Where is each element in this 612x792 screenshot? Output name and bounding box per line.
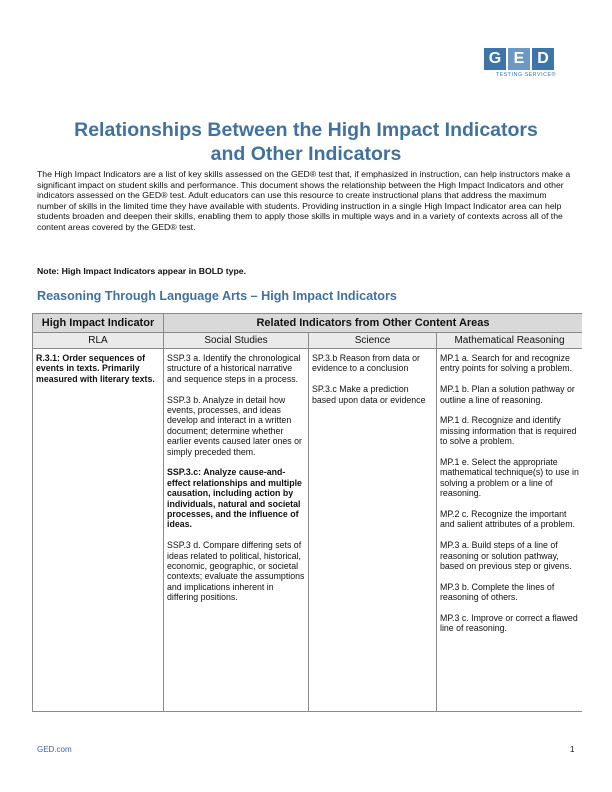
subheader-rla: RLA [33, 333, 164, 349]
cell-science [309, 349, 437, 712]
title-line-2: and Other Indicators [210, 143, 402, 165]
science-indicator: SP.3.c Make a prediction based upon data or evidence [312, 384, 426, 405]
intro-paragraph: The High Impact Indicators are a list of key skills assessed on the GED® test that, if emphasized in instruction, can help instructors make a significant impact on student skills and performance. This document shows the relationship between the High Impact Indicators and other indicators assessed on the GED® test. Adult educators can use this resource to create instructional plans that address the maximum number of skills in the limited time they have available with students. Providing instruction in a single High Impact Indicator area can help students broaden and deepen their skills, enabling them to apply those skills in multiple ways and in a variety of contexts across all of the content areas covered by the GED® test. [37, 169, 571, 232]
indicator-table [32, 313, 582, 712]
section-heading: Reasoning Through Language Arts – High Impact Indicators [37, 289, 397, 303]
subheader-science: Science [309, 333, 437, 349]
rla-indicator: R.3.1: Order sequences of events in texts. Primarily measured with literary texts. [36, 353, 155, 384]
math-indicator: MP.1 b. Plan a solution pathway or outline a line of reasoning. [440, 384, 575, 405]
science-indicator: SP.3.b Reason from data or evidence to a conclusion [312, 353, 420, 374]
logo-subtitle: TESTING SERVICE® [495, 72, 556, 78]
ged-logo [484, 48, 556, 78]
math-indicator: MP.1 e. Select the appropriate mathematical technique(s) to use in solving a problem or a line of reasoning. [440, 457, 579, 499]
logo-letter-d: D [532, 48, 554, 70]
math-indicator: MP.3 c. Improve or correct a flawed line of reasoning. [440, 613, 578, 634]
math-indicator: MP.2 c. Recognize the important and salient attributes of a problem. [440, 509, 575, 530]
cell-math [437, 349, 583, 712]
header-related: Related Indicators from Other Content Areas [164, 314, 583, 333]
math-indicator: MP.3 b. Complete the lines of reasoning of others. [440, 581, 555, 603]
logo-letter-e: E [508, 48, 530, 70]
logo-letter-g: G [484, 48, 506, 70]
ss-indicator-bold: SSP.3.c: Analyze cause-and-effect relationships and multiple causation, including action by individuals, natural and societal processes, and the influence of ideas. [167, 467, 302, 530]
bold-note: Note: High Impact Indicators appear in BOLD type. [37, 266, 247, 276]
ss-indicator: SSP.3 a. Identify the chronological structure of a historical narrative and sequence steps in a process. [167, 353, 301, 384]
page-title [0, 118, 612, 166]
indicator-table-container [32, 313, 582, 738]
ss-indicator: SSP.3 b. Analyze in detail how events, processes, and ideas develop and interact in a written document; determine whether earlier events caused later ones or simply preceded them. [167, 394, 302, 457]
subheader-math: Mathematical Reasoning [437, 333, 583, 349]
title-line-1: Relationships Between the High Impact Indicators [74, 119, 538, 141]
math-indicator: MP.3 a. Build steps of a line of reasoning or solution pathway, based on previous step or givens. [440, 540, 572, 572]
cell-social-studies [164, 349, 309, 712]
math-indicator: MP.1 a. Search for and recognize entry points for solving a problem. [440, 353, 573, 374]
ss-indicator: SSP.3 d. Compare differing sets of ideas related to political, historical, economic, geographic, or societal contexts; evaluate the assumptions and implications inherent in differing positions. [167, 540, 305, 603]
page-number: 1 [570, 745, 575, 754]
subheader-social-studies: Social Studies [164, 333, 309, 349]
header-high-impact: High Impact Indicator [33, 314, 164, 333]
math-indicator: MP.1 d. Recognize and identify missing information that is required to solve a problem. [440, 415, 577, 447]
footer-link[interactable]: GED.com [37, 745, 72, 754]
logo-tiles [484, 48, 556, 70]
cell-rla [33, 349, 164, 712]
